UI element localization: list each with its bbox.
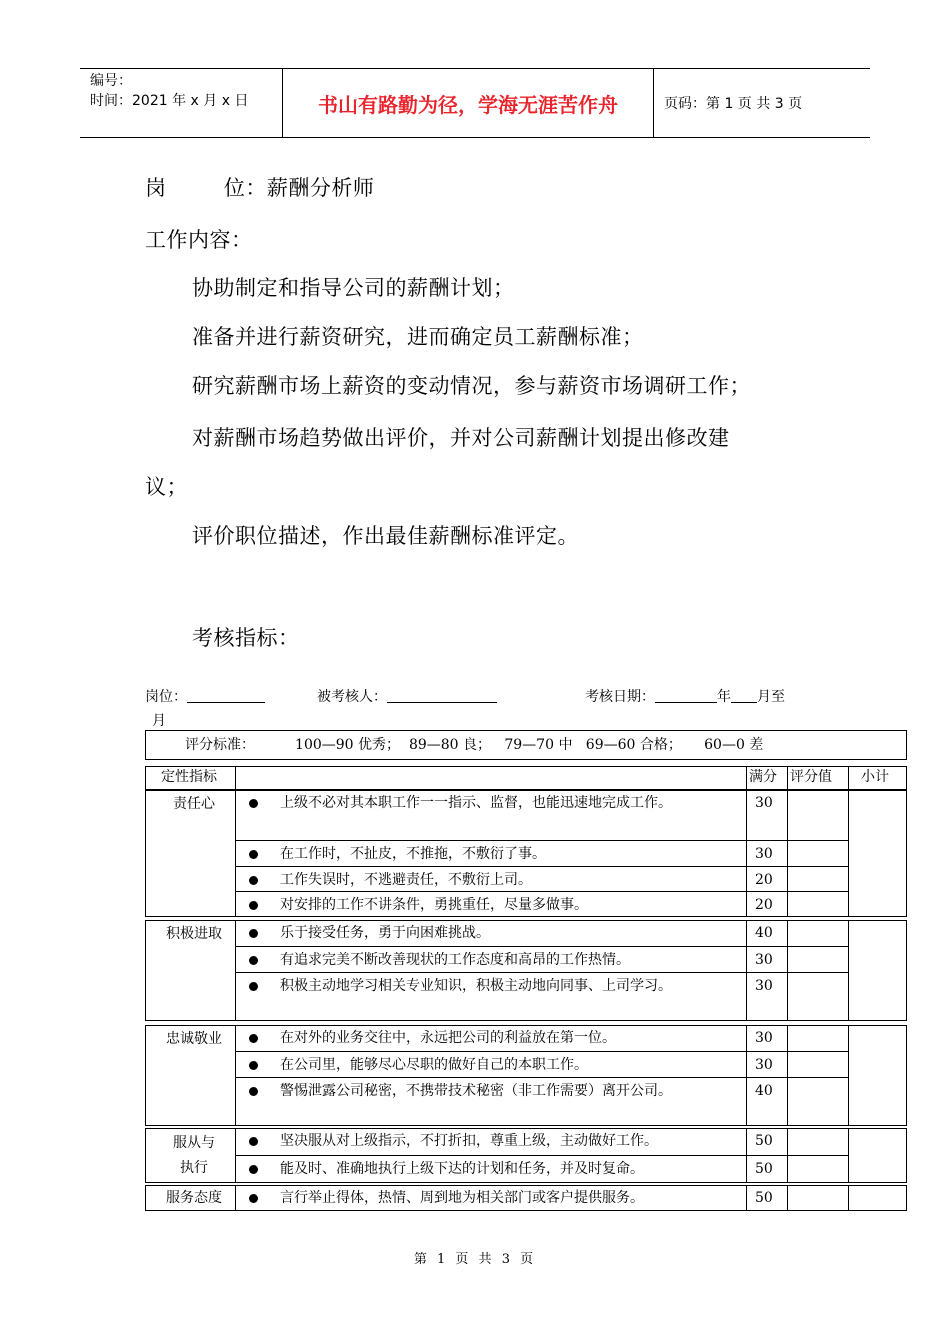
indicator-text: 言行举止得体，热情、周到地为相关部门或客户提供服务。 xyxy=(280,1190,644,1206)
post-field[interactable] xyxy=(187,688,265,703)
indicator-text: 上级不必对其本职工作一一指示、监督，也能迅速地完成工作。 xyxy=(280,795,672,811)
group-name-line1: 服从与 xyxy=(173,1135,215,1151)
assessee-label: 被考核人： xyxy=(317,689,387,705)
bullet-icon xyxy=(249,1061,258,1070)
bullet-icon xyxy=(249,901,258,910)
duty-item: 对薪酬市场趋势做出评价，并对公司薪酬计划提出修改建 xyxy=(192,426,730,450)
bullet-icon xyxy=(249,929,258,938)
indicator-text: 能及时、准确地执行上级下达的计划和任务，并及时复命。 xyxy=(280,1161,644,1177)
group-name: 服务态度 xyxy=(166,1190,222,1206)
bullet-icon xyxy=(249,1137,258,1146)
header-meta xyxy=(80,69,282,137)
duty-item: 协助制定和指导公司的薪酬计划； xyxy=(192,276,515,300)
bullet-icon xyxy=(249,982,258,991)
indicator-text: 对安排的工作不讲条件，勇挑重任，尽量多做事。 xyxy=(280,897,588,913)
work-content-title: 工作内容： xyxy=(145,228,253,252)
form-info-line xyxy=(145,686,265,706)
indicator-text: 积极主动地学习相关专业知识，积极主动地向同事、上司学习。 xyxy=(280,978,672,994)
full-score: 50 xyxy=(755,1190,773,1206)
group-name: 积极进取 xyxy=(166,926,222,942)
full-score: 20 xyxy=(755,872,773,888)
indicator-text: 有追求完美不断改善现状的工作态度和高昂的工作热情。 xyxy=(280,952,630,968)
month-to-label: 月至 xyxy=(757,689,785,705)
year-field[interactable] xyxy=(655,688,717,703)
indicator-text: 工作失误时，不逃避责任，不敷衍上司。 xyxy=(280,872,532,888)
duty-item: 评价职位描述，作出最佳薪酬标准评定。 xyxy=(192,524,579,548)
document-date: 时间：2021 年 x 月 x 日 xyxy=(90,93,249,109)
assessment-title: 考核指标： xyxy=(192,626,300,650)
document-number-label: 编号： xyxy=(90,73,132,89)
year-label: 年 xyxy=(717,689,731,705)
assessee-group xyxy=(317,686,497,706)
duty-item: 准备并进行薪资研究，进而确定员工薪酬标准； xyxy=(192,325,644,349)
group-name: 忠诚敬业 xyxy=(166,1031,222,1047)
group-name: 责任心 xyxy=(173,796,215,812)
full-score: 30 xyxy=(755,1057,773,1073)
full-score: 30 xyxy=(755,1030,773,1046)
header-motto: 书山有路勤为径，学海无涯苦作舟 xyxy=(282,69,654,137)
indicator-text: 在工作时，不扯皮，不推拖，不敷衍了事。 xyxy=(280,846,546,862)
post-label: 岗位： xyxy=(145,689,187,705)
month-label: 月 xyxy=(152,713,166,729)
bullet-icon xyxy=(249,799,258,808)
bullet-icon xyxy=(249,850,258,859)
bullet-icon xyxy=(249,1165,258,1174)
scoring-criteria: 评分标准： 100—90 优秀； 89—80 良； 79—70 中 69—60 合格； 60—0 差 xyxy=(185,737,764,753)
bullet-icon xyxy=(249,1034,258,1043)
indicator-text: 在对外的业务交往中，永远把公司的利益放在第一位。 xyxy=(280,1030,616,1046)
assessee-field[interactable] xyxy=(387,688,497,703)
full-score: 30 xyxy=(755,846,773,862)
bullet-icon xyxy=(249,956,258,965)
bullet-icon xyxy=(249,1194,258,1203)
header-subtotal: 小计 xyxy=(861,769,889,785)
document-header xyxy=(80,68,870,138)
header-rating: 评分值 xyxy=(790,769,832,785)
page-indicator: 页码：第 1 页 共 3 页 xyxy=(664,96,803,112)
indicator-text: 乐于接受任务，勇于向困难挑战。 xyxy=(280,925,490,941)
bullet-icon xyxy=(249,876,258,885)
indicator-text: 坚决服从对上级指示，不打折扣，尊重上级，主动做好工作。 xyxy=(280,1133,658,1149)
full-score: 30 xyxy=(755,795,773,811)
bullet-icon xyxy=(249,1087,258,1096)
date-group xyxy=(585,686,785,706)
group-name-line2: 执行 xyxy=(180,1160,208,1176)
duty-item: 研究薪酬市场上薪资的变动情况，参与薪资市场调研工作； xyxy=(192,374,751,398)
full-score: 20 xyxy=(755,897,773,913)
page-footer: 第 1 页 共 3 页 xyxy=(413,1252,537,1267)
assessment-date-label: 考核日期： xyxy=(585,689,655,705)
full-score: 40 xyxy=(755,1083,773,1099)
header-full-score: 满分 xyxy=(749,769,777,785)
full-score: 30 xyxy=(755,978,773,994)
full-score: 30 xyxy=(755,952,773,968)
full-score: 50 xyxy=(755,1161,773,1177)
indicator-text: 警惕泄露公司秘密，不携带技术秘密（非工作需要）离开公司。 xyxy=(280,1083,672,1099)
header-qualitative: 定性指标 xyxy=(161,769,217,785)
full-score: 50 xyxy=(755,1133,773,1149)
month-from-field[interactable] xyxy=(731,688,757,703)
position-line: 岗 位：薪酬分析师 xyxy=(145,176,375,200)
indicator-text: 在公司里，能够尽心尽职的做好自己的本职工作。 xyxy=(280,1057,588,1073)
full-score: 40 xyxy=(755,925,773,941)
duty-item-continued: 议； xyxy=(145,475,188,499)
